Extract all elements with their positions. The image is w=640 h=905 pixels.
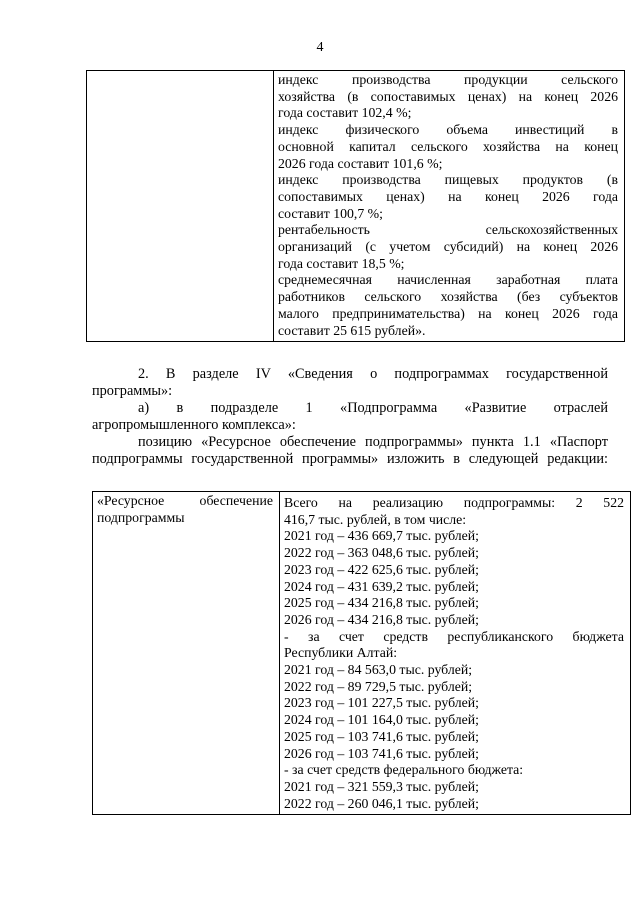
text-line: Республики Алтай: (284, 645, 398, 661)
paragraph (92, 400, 608, 434)
indicators-table (86, 70, 625, 342)
text-line: 2023 год – 422 625,6 тыс. рублей; (284, 561, 479, 577)
text-line: года составит 18,5 %; (278, 255, 405, 271)
text-line: индекс физического объема инвестиций в (278, 122, 618, 138)
indicators-cell (274, 71, 625, 342)
text-line: 2021 год – 321 559,3 тыс. рублей; (284, 778, 479, 794)
paragraph (92, 434, 608, 468)
text-line: рентабельность сельскохозяйственных (278, 222, 618, 238)
text-line: позицию «Ресурсное обеспечение подпрограммы» пункта 1.1 «Паспорт (138, 434, 608, 450)
text-line: 2026 год – 103 741,6 тыс. рублей; (284, 745, 479, 761)
text-line: основной капитал сельского хозяйства на конец (278, 138, 618, 154)
text-line: 2024 год – 101 164,0 тыс. рублей; (284, 712, 479, 728)
resource-values-cell (280, 492, 631, 815)
text-line: подпрограммы государственной программы» изложить в следующей редакции: (92, 451, 608, 467)
text-line: индекс производства продукции сельского (278, 72, 618, 87)
text-line: 2021 год – 436 669,7 тыс. рублей; (284, 528, 479, 544)
text-line: агропромышленного комплекса»: (92, 417, 296, 433)
text-line: 2021 год – 84 563,0 тыс. рублей; (284, 662, 473, 678)
text-line: индекс производства пищевых продуктов (в (278, 172, 618, 188)
text-line: составит 100,7 %; (278, 205, 384, 221)
text-line: 2026 года составит 101,6 %; (278, 155, 443, 171)
text-line: 2025 год – 103 741,6 тыс. рублей; (284, 728, 479, 744)
text-line: года составит 102,4 %; (278, 105, 412, 121)
text-line: 2022 год – 260 046,1 тыс. рублей; (284, 795, 479, 811)
text-line: 2023 год – 101 227,5 тыс. рублей; (284, 695, 479, 711)
text-line: программы»: (92, 383, 173, 399)
text-line: - за счет средств федерального бюджета: (284, 762, 524, 778)
text-line: Всего на реализацию подпрограммы: 2 522 (284, 495, 624, 510)
text-line: 2. В разделе IV «Сведения о подпрограммах государственной (138, 366, 608, 382)
text-line: составит 25 615 рублей». (278, 322, 426, 338)
table-row (93, 492, 631, 815)
table-cell-empty (87, 71, 274, 342)
text-line: малого предпринимательства) на конец 2026 года (278, 305, 618, 321)
text-line: работников сельского хозяйства (без субъектов (278, 289, 618, 305)
text-line: подпрограммы (97, 509, 185, 525)
resource-table (92, 491, 631, 815)
text-line: 2024 год – 431 639,2 тыс. рублей; (284, 578, 479, 594)
text-line: «Ресурсное обеспечение (97, 493, 273, 508)
table-row (87, 71, 625, 342)
text-line: 416,7 тыс. рублей, в том числе: (284, 511, 467, 527)
paragraph (92, 366, 608, 400)
text-line: среднемесячная начисленная заработная плата (278, 272, 618, 288)
text-line: хозяйства (в сопоставимых ценах) на конец 2026 (278, 88, 618, 104)
text-line: 2022 год – 89 729,5 тыс. рублей; (284, 678, 473, 694)
text-line: 2026 год – 434 216,8 тыс. рублей; (284, 611, 479, 627)
text-line: 2022 год – 363 048,6 тыс. рублей; (284, 545, 479, 561)
resource-label-cell (93, 492, 280, 815)
text-line: а) в подразделе 1 «Подпрограмма «Развитие отраслей (138, 400, 608, 416)
page-number: 4 (316, 40, 324, 55)
text-line: организаций (с учетом субсидий) на конец 2026 (278, 239, 618, 255)
text-line: 2025 год – 434 216,8 тыс. рублей; (284, 595, 479, 611)
text-line: - за счет средств республиканского бюджета (284, 628, 624, 644)
text-line: сопоставимых ценах) на конец 2026 года (278, 188, 618, 204)
